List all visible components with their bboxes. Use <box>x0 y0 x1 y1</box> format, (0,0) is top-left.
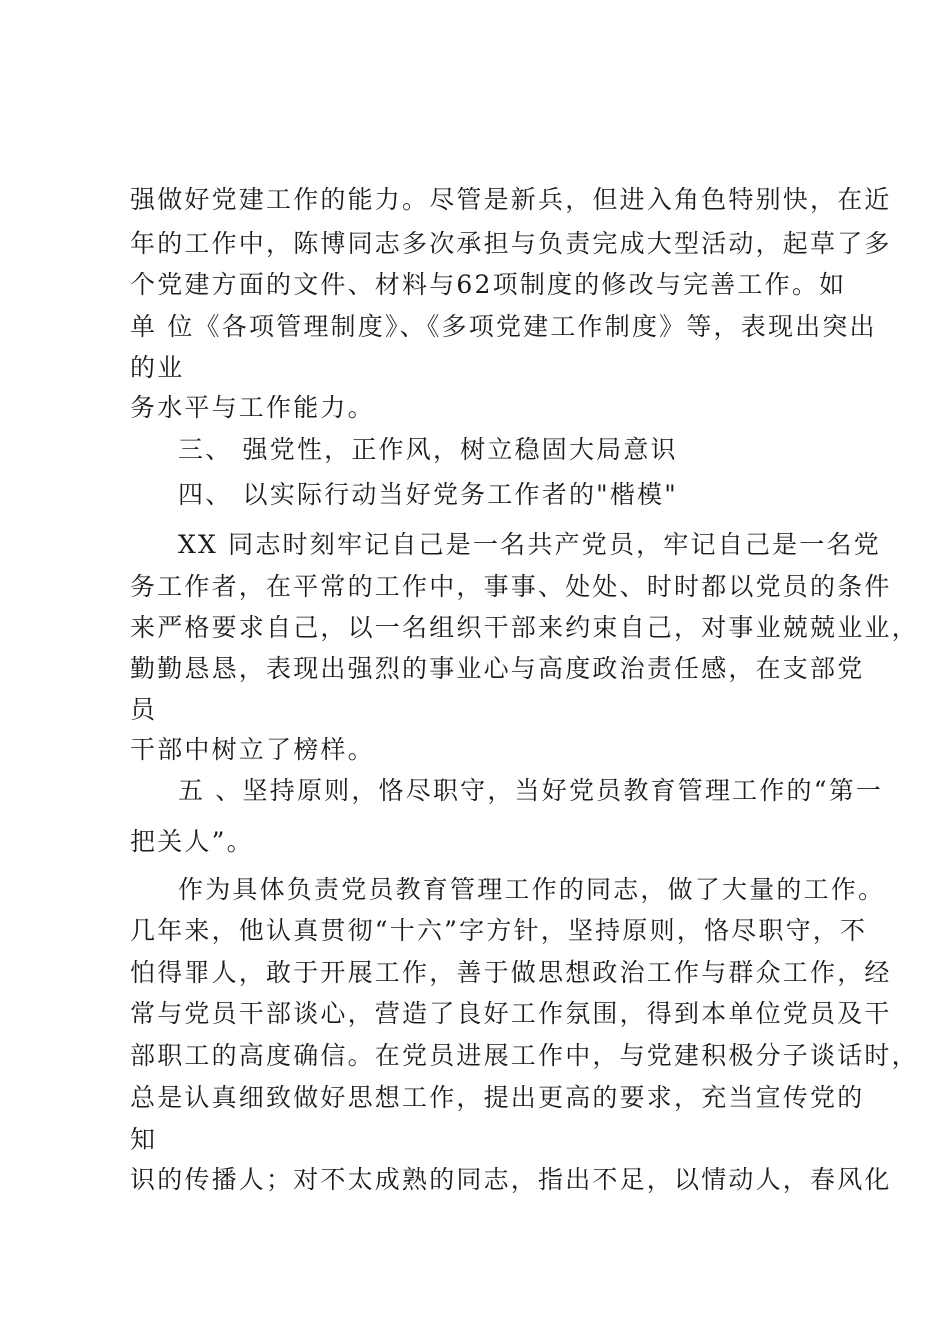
text-line: 干部中树立了榜样。 <box>130 735 375 764</box>
text-line: 总是认真细致做好思想工作，提出更高的要求，充当宣传党的 <box>130 1083 865 1112</box>
section-heading: 五 、坚持原则，恪尽职守，当好党员教育管理工作的“第一 <box>178 776 884 805</box>
text-line: 务工作者，在平常的工作中，事事、处处、时时都以党员的条件 <box>130 572 892 601</box>
text-line: 知 <box>130 1125 158 1154</box>
text-line: 识的传播人；对不太成熟的同志，指出不足，以情动人，春风化 <box>130 1165 892 1194</box>
text-line: 单 位《各项管理制度》、《多项党建工作制度》等，表现出突出 <box>130 312 877 341</box>
text-line: 个党建方面的文件、材料与62项制度的修改与完善工作。如 <box>130 270 847 299</box>
text-line: 部职工的高度确信。在党员进展工作中，与党建积极分子谈话时， <box>130 1041 919 1070</box>
text-line: 来严格要求自己，以一名组织干部来约束自己，对事业兢兢业业， <box>130 613 919 642</box>
text-line: 作为具体负责党员教育管理工作的同志，做了大量的工作。 <box>178 875 886 904</box>
text-line: XX 同志时刻牢记自己是一名共产党员，牢记自己是一名党 <box>178 530 881 559</box>
section-heading: 四、 以实际行动当好党务工作者的"楷模" <box>178 480 678 509</box>
text-line: 员 <box>130 695 158 724</box>
text-line: 怕得罪人，敢于开展工作，善于做思想政治工作与群众工作，经 <box>130 958 892 987</box>
text-line: 几年来，他认真贯彻“十六”字方针，坚持原则，恪尽职守，不 <box>130 916 868 945</box>
section-heading: 把关人”。 <box>130 827 254 856</box>
text-line: 务水平与工作能力。 <box>130 393 375 422</box>
text-line: 年的工作中，陈博同志多次承担与负责完成大型活动，起草了多 <box>130 229 892 258</box>
text-line: 常与党员干部谈心，营造了良好工作氛围，得到本单位党员及干 <box>130 999 892 1028</box>
text-line: 强做好党建工作的能力。尽管是新兵，但进入角色特别快，在近 <box>130 185 892 214</box>
section-heading: 三、 强党性，正作风，树立稳固大局意识 <box>178 435 678 464</box>
text-line: 的业 <box>130 353 185 382</box>
text-line: 勤勤恳恳，表现出强烈的事业心与高度政治责任感，在支部党 <box>130 654 865 683</box>
